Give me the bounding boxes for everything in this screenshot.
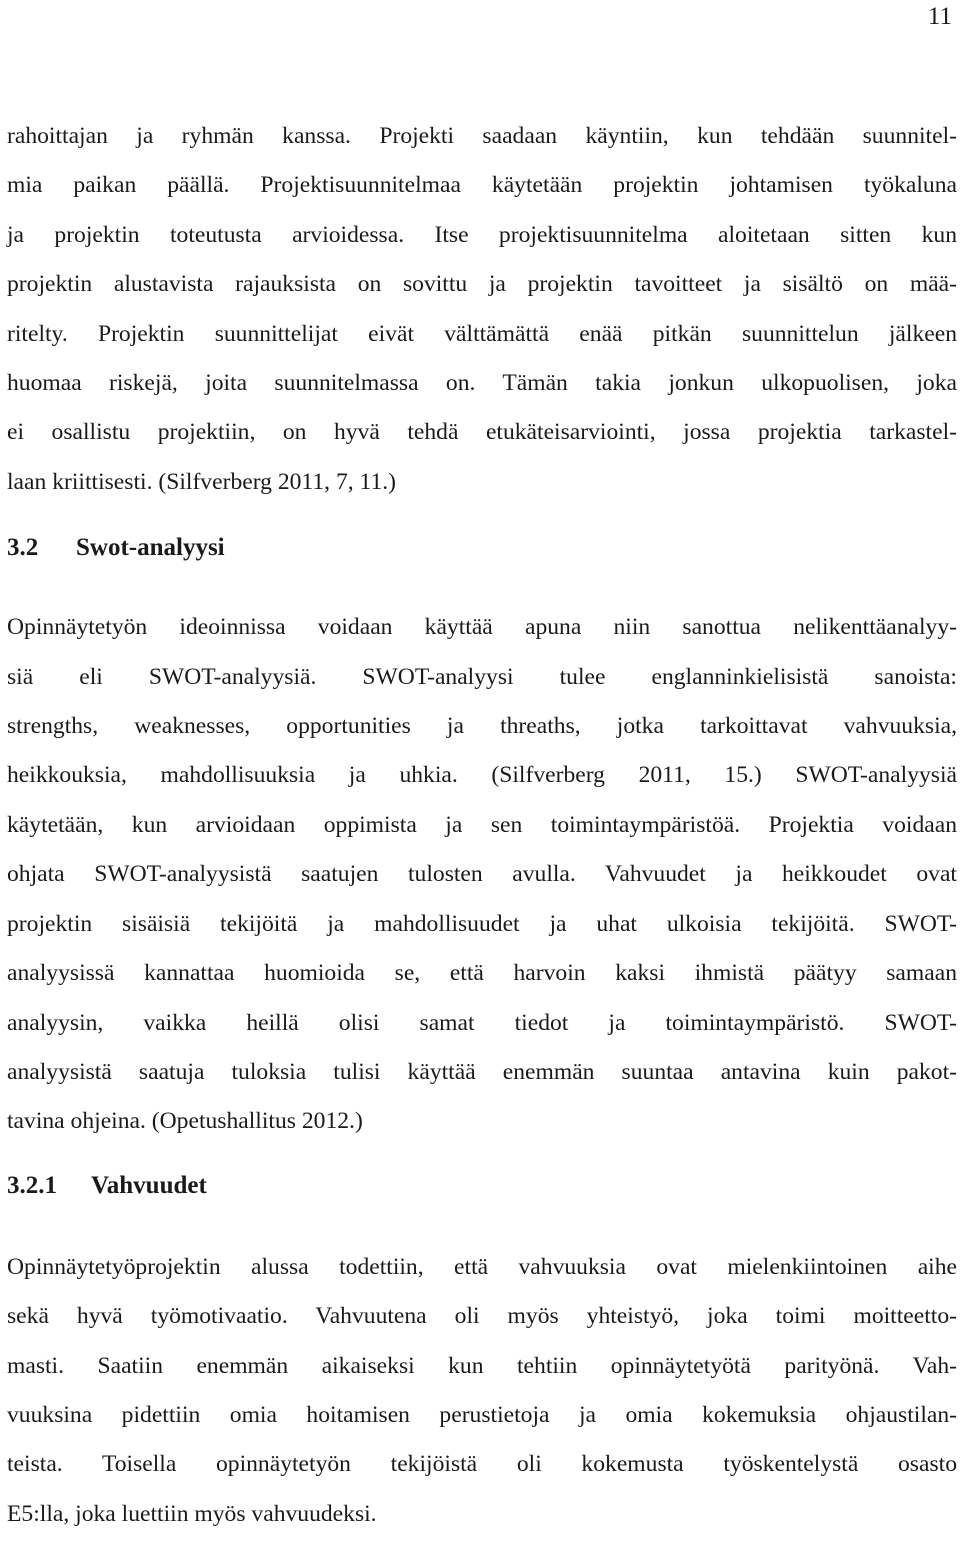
subsection-heading-strengths bbox=[7, 1171, 957, 1201]
text-line: strengths, weaknesses, opportunities ja threaths, jotka tarkoittavat vahvuuksia, bbox=[7, 713, 957, 740]
text-line: heikkouksia, mahdollisuuksia ja uhkia. (Silfverberg 2011, 15.) SWOT-analyysiä bbox=[7, 762, 957, 789]
text-line: analyysissä kannattaa huomioida se, että harvoin kaksi ihmistä päätyy samaan bbox=[7, 960, 957, 987]
page-number: 11 bbox=[927, 3, 952, 30]
text-line: laan kriittisesti. (Silfverberg 2011, 7, 11.) bbox=[7, 468, 397, 495]
subsection-title: Vahvuudet bbox=[91, 1171, 207, 1199]
text-line: rahoittajan ja ryhmän kanssa. Projekti saadaan käyntiin, kun tehdään suunnitel- bbox=[7, 123, 957, 149]
text-line: analyysin, vaikka heillä olisi samat tiedot ja toimintaympäristö. SWOT- bbox=[7, 1009, 957, 1036]
text-line: analyysistä saatuja tuloksia tulisi käyttää enemmän suuntaa antavina kuin pakot- bbox=[7, 1058, 957, 1085]
text-line: siä eli SWOT-analyysiä. SWOT-analyysi tulee englanninkielisistä sanoista: bbox=[7, 663, 957, 690]
document-body bbox=[7, 112, 957, 1539]
text-line: mia paikan päällä. Projektisuunnitelmaa käytetään projektin johtamisen työkaluna bbox=[7, 172, 957, 199]
text-line: ei osallistu projektiin, on hyvä tehdä etukäteisarviointi, jossa projektia tarkastel- bbox=[7, 419, 957, 446]
text-line: huomaa riskejä, joita suunnitelmassa on. Tämän takia jonkun ulkopuolisen, joka bbox=[7, 370, 957, 397]
paragraph-project-planning bbox=[7, 112, 957, 507]
text-line: projektin sisäisiä tekijöitä ja mahdollisuudet ja uhat ulkoisia tekijöitä. SWOT- bbox=[7, 910, 957, 937]
text-line: vuuksina pidettiin omia hoitamisen perustietoja ja omia kokemuksia ohjaustilan- bbox=[7, 1401, 957, 1428]
section-title: Swot-analyysi bbox=[76, 534, 225, 562]
text-line: tavina ohjeina. (Opetushallitus 2012.) bbox=[7, 1108, 363, 1135]
text-line: masti. Saatiin enemmän aikaiseksi kun tehtiin opinnäytetyötä parityönä. Vah- bbox=[7, 1352, 957, 1379]
section-heading-swot bbox=[7, 533, 957, 563]
text-line: ritelty. Projektin suunnittelijat eivät välttämättä enää pitkän suunnittelun jälkeen bbox=[7, 320, 957, 347]
text-line: käytetään, kun arvioidaan oppimista ja sen toimintaympäristöä. Projektia voidaan bbox=[7, 811, 957, 838]
text-line: E5:lla, joka luettiin myös vahvuudeksi. bbox=[7, 1500, 377, 1527]
text-line: Opinnäytetyön ideoinnissa voidaan käyttää apuna niin sanottua nelikenttäanalyy- bbox=[7, 614, 957, 641]
subsection-number: 3.2.1 bbox=[7, 1171, 57, 1199]
text-line: sekä hyvä työmotivaatio. Vahvuutena oli myös yhteistyö, joka toimi moitteetto- bbox=[7, 1303, 957, 1330]
text-line: projektin alustavista rajauksista on sovittu ja projektin tavoitteet ja sisältö on mää- bbox=[7, 271, 957, 298]
paragraph-swot bbox=[7, 603, 957, 1146]
text-line: ja projektin toteutusta arvioidessa. Itse projektisuunnitelma aloitetaan sitten kun bbox=[7, 221, 957, 248]
text-line: ohjata SWOT-analyysistä saatujen tulosten avulla. Vahvuudet ja heikkoudet ovat bbox=[7, 861, 957, 888]
text-line: teista. Toisella opinnäytetyön tekijöistä oli kokemusta työskentelystä osasto bbox=[7, 1451, 957, 1478]
section-number: 3.2 bbox=[7, 534, 39, 562]
text-line: Opinnäytetyöprojektin alussa todettiin, että vahvuuksia ovat mielenkiintoinen aihe bbox=[7, 1253, 957, 1280]
paragraph-strengths bbox=[7, 1243, 957, 1539]
